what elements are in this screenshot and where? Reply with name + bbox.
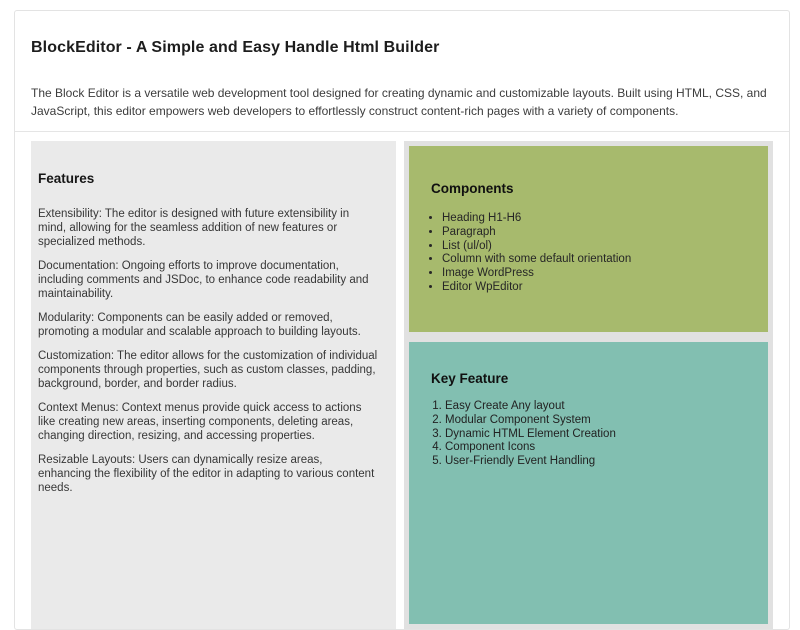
features-panel	[31, 141, 396, 629]
component-item: • Editor WpEditor	[442, 281, 746, 295]
key-feature-wrapper	[404, 337, 773, 629]
components-wrapper	[404, 141, 773, 337]
columns-row	[15, 141, 789, 629]
component-item: • Image WordPress	[442, 267, 746, 281]
key-feature-list	[431, 400, 746, 469]
right-column	[404, 141, 773, 629]
feature-paragraph: Context Menus: Context menus provide quick access to actions like creating new areas, inserting components, deleting areas, changing direction, resizing, and accessing properties.	[38, 402, 362, 442]
key-feature-panel	[409, 342, 768, 624]
components-list	[431, 212, 746, 295]
content-card	[14, 10, 790, 630]
component-item: • Column with some default orientation	[442, 253, 746, 267]
components-panel	[409, 146, 768, 332]
features-heading: Features	[38, 171, 95, 186]
features-paragraphs	[38, 207, 378, 495]
key-feature-item: 4. Component Icons	[445, 441, 746, 455]
component-item: • Paragraph	[442, 226, 746, 240]
key-feature-item: 5. User-Friendly Event Handling	[445, 455, 746, 469]
page-description: The Block Editor is a versatile web development tool designed for creating dynamic and customizable layouts. Built using HTML, CSS, and JavaScript, this editor empowers web developers to effortlessly construct content-rich pages with a variety of components.	[31, 86, 767, 118]
feature-paragraph: Extensibility: The editor is designed with future extensibility in mind, allowing for the seamless addition of new features or specialized methods.	[38, 208, 350, 248]
feature-paragraph: Documentation: Ongoing efforts to improve documentation, including comments and JSDoc, to enhance code readability and maintainability.	[38, 260, 369, 300]
header-section	[15, 11, 789, 132]
feature-paragraph: Modularity: Components can be easily added or removed, promoting a modular and scalable approach to building layouts.	[38, 312, 361, 338]
key-feature-heading: Key Feature	[431, 371, 509, 386]
page-title: BlockEditor - A Simple and Easy Handle Html Builder	[31, 39, 440, 56]
feature-paragraph: Resizable Layouts: Users can dynamically resize areas, enhancing the flexibility of the editor in adapting to various content needs.	[38, 454, 375, 494]
component-item: • List (ul/ol)	[442, 240, 746, 254]
key-feature-item: 2. Modular Component System	[445, 414, 746, 428]
component-item: • Heading H1-H6	[442, 212, 746, 226]
key-feature-item: 1. Easy Create Any layout	[445, 400, 746, 414]
components-heading: Components	[431, 181, 514, 196]
key-feature-item: 3. Dynamic HTML Element Creation	[445, 428, 746, 442]
feature-paragraph: Customization: The editor allows for the customization of individual components through properties, such as custom classes, padding, background, border, and border radius.	[38, 350, 378, 390]
